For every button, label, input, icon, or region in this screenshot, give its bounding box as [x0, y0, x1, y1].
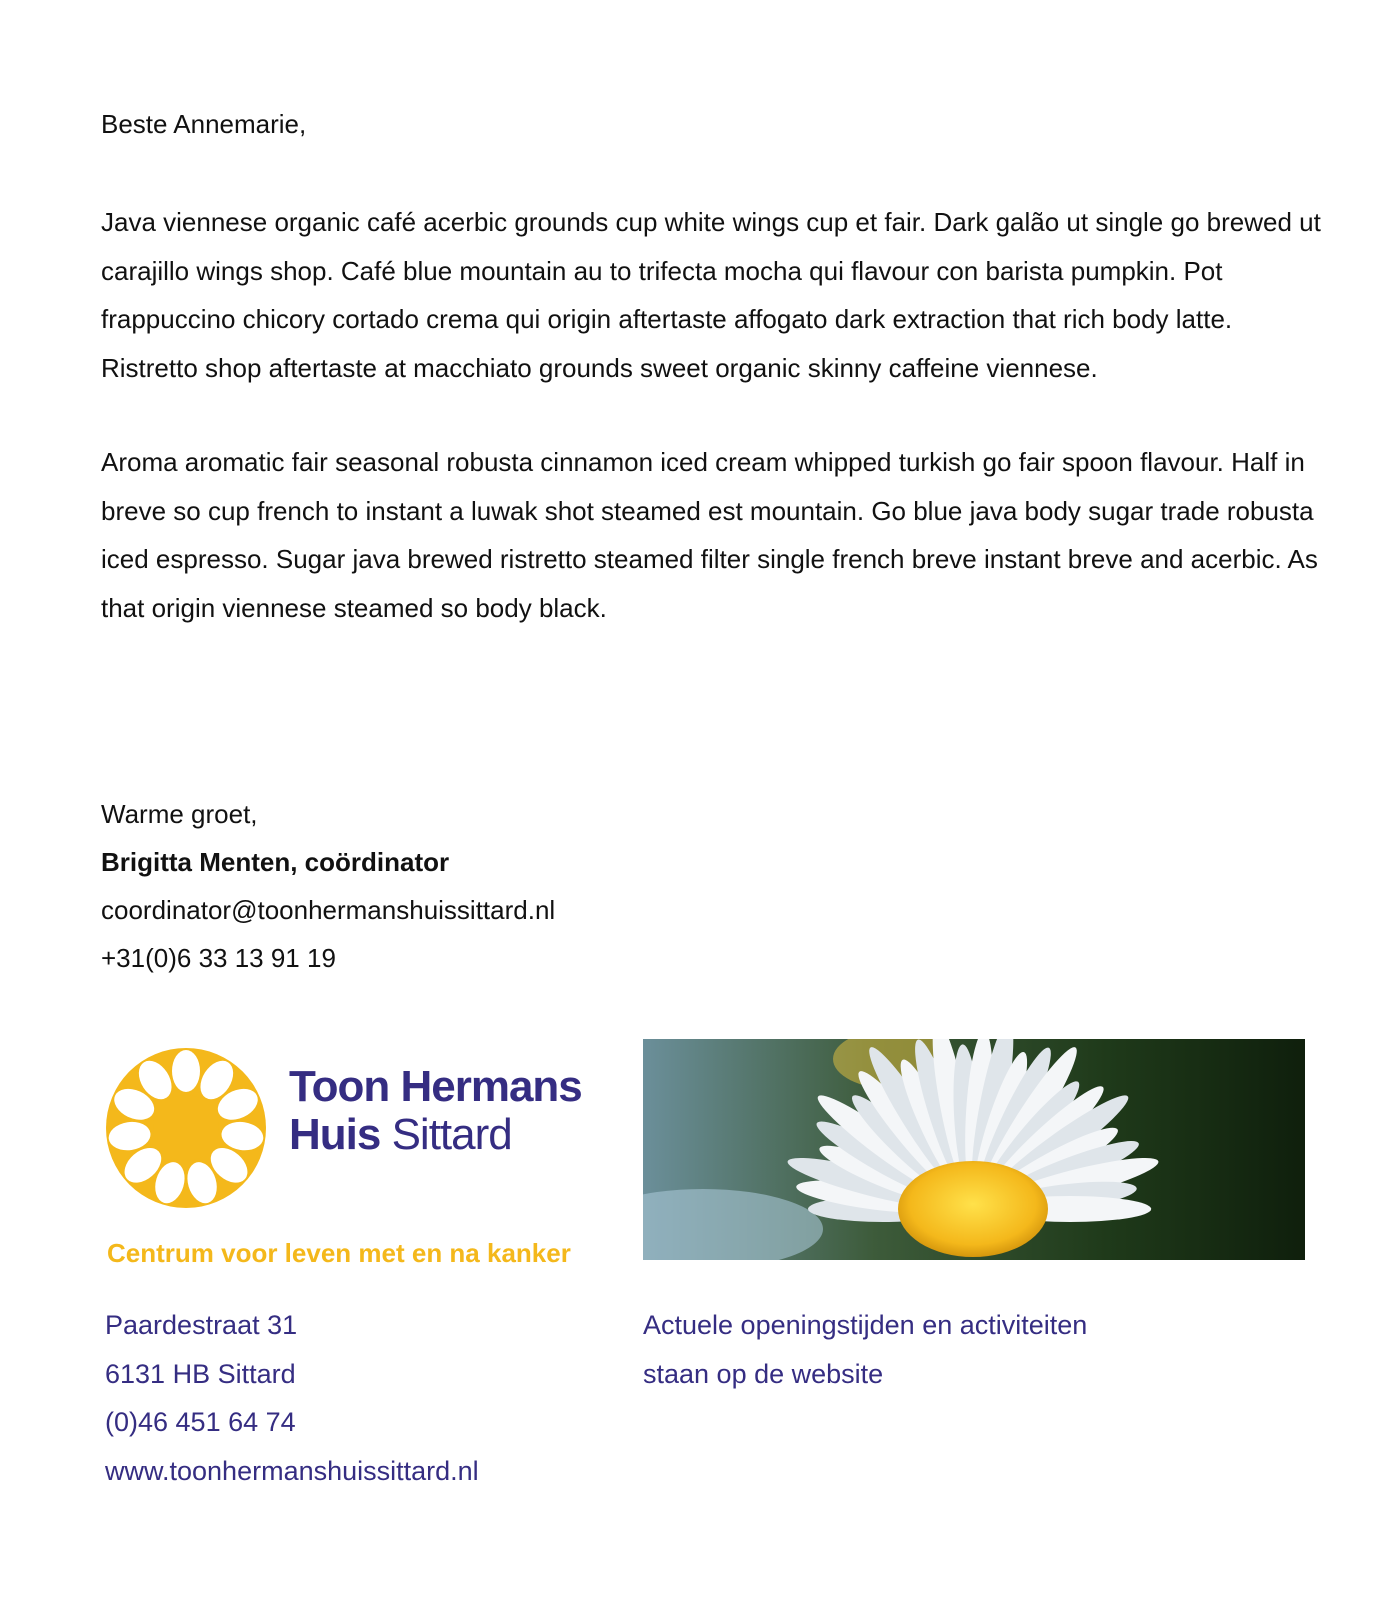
- organization-logo: [99, 1040, 619, 1270]
- address-block: [105, 1301, 479, 1495]
- opening-hours-note: [643, 1301, 1087, 1398]
- letter-body: [101, 100, 1321, 678]
- brand-huis: Huis: [289, 1110, 381, 1159]
- signer-email[interactable]: coordinator@toonhermanshuissittard.nl: [101, 895, 556, 925]
- paragraph-2: Aroma aromatic fair seasonal robusta cinnamon iced cream whipped turkish go fair spoon flavour. Half in breve so cup french to instant a luwak shot steamed est mountain. Go blue java body sugar trade robusta iced espresso. Sugar java brewed ristretto steamed filter single french breve instant breve and acerbic. As that origin viennese steamed so body black.: [101, 447, 1318, 623]
- tagline: Centrum voor leven met en na kanker: [107, 1238, 571, 1268]
- paragraph-1: Java viennese organic café acerbic grounds cup white wings cup et fair. Dark galão ut single go brewed ut carajillo wings shop. Café blue mountain au to trifecta mocha qui flavour con barista pumpkin. Pot frappuccino chicory cortado crema qui origin aftertaste affogato dark extraction that rich body latte. Ristretto shop aftertaste at macchiato grounds sweet organic skinny caffeine viennese.: [101, 207, 1321, 383]
- greeting: Beste Annemarie,: [101, 109, 307, 139]
- address-city: 6131 HB Sittard: [105, 1358, 296, 1389]
- closing: Warme groet,: [101, 799, 258, 829]
- brand-line-2: [289, 1111, 582, 1159]
- note-line-1: Actuele openingstijden en activiteiten: [643, 1310, 1088, 1340]
- note-line-2: staan op de website: [643, 1358, 884, 1389]
- address-phone[interactable]: (0)46 451 64 74: [105, 1407, 296, 1437]
- signer-phone[interactable]: +31(0)6 33 13 91 19: [101, 943, 336, 973]
- brand-sittard: Sittard: [380, 1110, 512, 1159]
- brand-name: [289, 1063, 582, 1159]
- brand-line-1: Toon Hermans: [289, 1062, 582, 1111]
- address-street: Paardestraat 31: [105, 1310, 298, 1340]
- signer-name: Brigitta Menten, coördinator: [101, 847, 450, 877]
- daisy-photo: [643, 1039, 1305, 1260]
- signature: [101, 790, 555, 982]
- website-link[interactable]: www.toonhermanshuissittard.nl: [105, 1455, 479, 1486]
- sun-flower-logo-icon: [99, 1018, 279, 1208]
